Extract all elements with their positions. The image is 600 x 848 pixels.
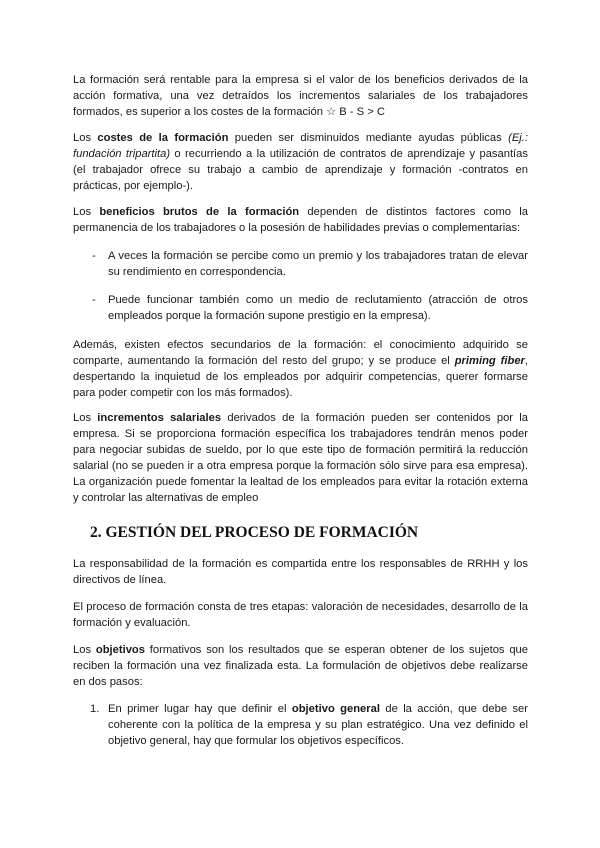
section-heading: 2. GESTIÓN DEL PROCESO DE FORMACIÓN	[90, 524, 419, 541]
list-item-text	[108, 701, 528, 749]
paragraph-proceso	[73, 599, 528, 631]
paragraph-efectos	[73, 337, 528, 401]
paragraph-text: La formación será rentable para la empresa si el valor de los beneficios derivados de la acción formativa, una vez detraídos los incrementos salariales de los trabajadores formados, es superior a los costes de la formación ☆ B - S > C	[73, 74, 528, 118]
text-run: de la acción, que debe ser coherente con la política de la empresa y su plan estratégico. Una vez definido el objetivo general, hay que formular los objetivos específicos.	[108, 703, 529, 747]
text-run: Los	[73, 412, 98, 424]
bold-italic-term-priming: priming fiber	[454, 355, 525, 367]
text-run: dependen de distintos factores como la permanencia de los trabajadores o la posesión de habilidades previas o complementarias:	[73, 206, 528, 234]
list-item-text: Puede funcionar también como un medio de reclutamiento (atracción de otros empleados porque la formación supone prestigio en la empresa).	[108, 294, 528, 322]
text-run: Los	[73, 132, 98, 144]
paragraph-incrementos	[73, 410, 528, 506]
paragraph-responsabilidad	[73, 556, 528, 588]
text-run: Los	[73, 644, 96, 656]
bold-term-objetivo-general: objetivo general	[291, 703, 380, 715]
paragraph-costes	[73, 130, 528, 194]
text-run: Los	[73, 206, 100, 218]
bold-term-incrementos: incrementos salariales	[97, 412, 222, 424]
text-run: Además, existen efectos secundarios de la formación: el conocimiento adquirido se comparte, aumentando la formación del resto del grupo; y se produce el	[73, 339, 528, 367]
paragraph-text: El proceso de formación consta de tres etapas: valoración de necesidades, desarrollo de la formación y evaluación.	[73, 601, 528, 629]
paragraph-objetivos	[73, 642, 528, 690]
bold-term-beneficios: beneficios brutos de la formación	[99, 206, 300, 218]
paragraph-text: La responsabilidad de la formación es compartida entre los responsables de RRHH y los directivos de línea.	[73, 558, 528, 586]
list-number: 1.	[90, 703, 100, 715]
bullet-marker: -	[92, 250, 96, 262]
text-run: derivados de la formación pueden ser contenidos por la empresa. Si se proporciona formación específica los trabajadores tendrán menos poder para negociar subidas de sueldo, por lo que este tipo de formación permitirá la reducción salarial (no se pueden ir a otra empresa porque la formación sólo sirve para esa empresa). La organización puede fomentar la lealtad de los empleados para evitar la rotación externa y controlar las alternativas de empleo	[73, 412, 528, 504]
text-run: pueden ser disminuidos mediante ayudas públicas	[228, 132, 509, 144]
bold-term-costes: costes de la formación	[97, 132, 229, 144]
italic-example: (Ej.: fundación tripartita)	[73, 132, 528, 160]
text-run: , despertando la inquietud de los empleados por adquirir competencias, querer formarse para poder competir con los más formados).	[73, 355, 529, 399]
bold-term-objetivos: objetivos	[95, 644, 145, 656]
list-item-text: A veces la formación se percibe como un premio y los trabajadores tratan de elevar su rendimiento en correspondencia.	[108, 250, 528, 278]
bullet-marker: -	[92, 294, 96, 306]
text-run: En primer lugar hay que definir el	[108, 703, 292, 715]
paragraph-rentabilidad	[73, 72, 528, 120]
text-run: o recurriendo a la utilización de contratos de aprendizaje y pasantías (el trabajador ofrece su trabajo a cambio de aprendizaje y formación -contratos en prácticas, por ejemplo-).	[73, 148, 528, 192]
text-run: formativos son los resultados que se esperan obtener de los sujetos que reciben la formación una vez finalizada esta. La formulación de objetivos debe realizarse en dos pasos:	[73, 644, 528, 688]
paragraph-beneficios	[73, 204, 528, 236]
